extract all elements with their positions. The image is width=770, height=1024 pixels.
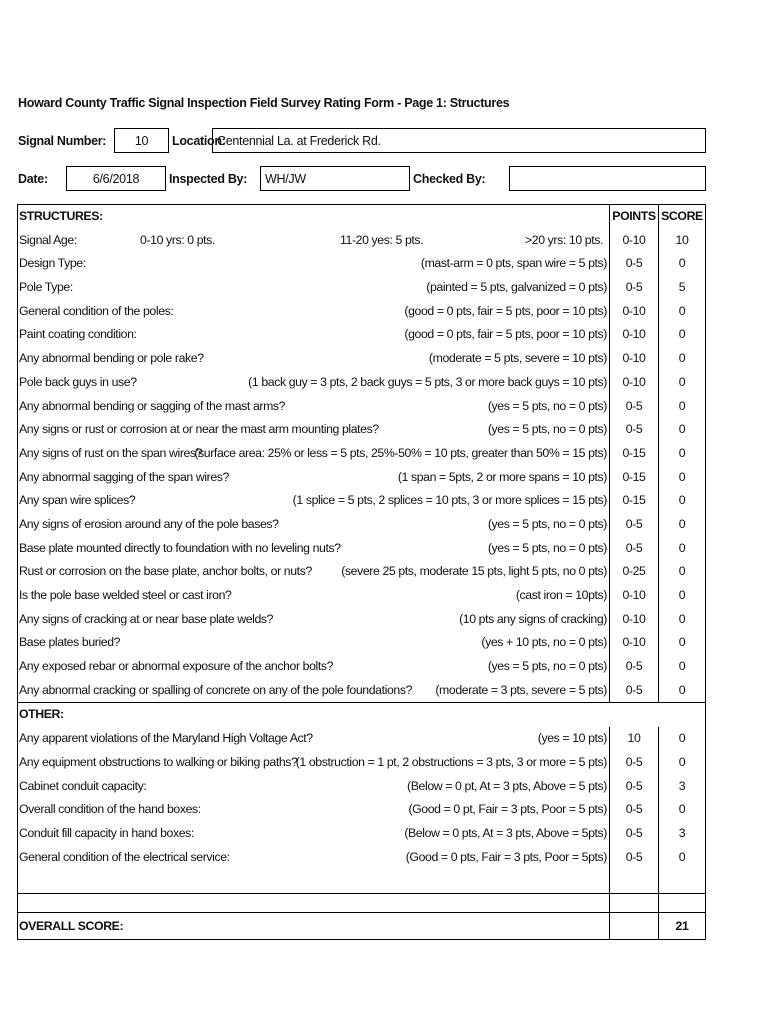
row-label: Is the pole base welded steel or cast iron? — [19, 588, 232, 602]
table-row — [18, 679, 705, 703]
row-criteria: (yes = 5 pts, no = 0 pts) — [487, 398, 607, 413]
row-criteria: (cast iron = 10pts) — [515, 588, 607, 602]
table-row — [18, 655, 705, 679]
row-criteria: (moderate = 5 pts, severe = 10 pts) — [428, 351, 607, 366]
points-cell: 0-15 — [610, 489, 659, 513]
points-cell: 0-5 — [610, 537, 659, 561]
form-title: Howard County Traffic Signal Inspection Field Survey Rating Form - Page 1: Structures — [18, 96, 510, 110]
signal-age-option-3: >20 yrs: 10 pts. — [524, 232, 603, 247]
row-label: Any signs of erosion around any of the pole bases? — [19, 516, 279, 531]
row-criteria: (Good = 0 pts, Fair = 3 pts, Poor = 5pts) — [405, 849, 607, 864]
score-cell[interactable]: 0 — [678, 849, 686, 864]
location-label: Location: — [172, 134, 226, 148]
row-label: Any span wire splices? — [19, 493, 136, 508]
score-cell[interactable]: 0 — [678, 445, 686, 460]
points-cell: 0-25 — [610, 560, 659, 584]
points-cell: 0-5 — [610, 775, 659, 799]
table-row — [18, 513, 705, 537]
table-row — [18, 798, 705, 822]
score-cell[interactable]: 0 — [678, 588, 686, 602]
row-label: Any apparent violations of the Maryland High Voltage Act? — [19, 731, 313, 746]
score-cell[interactable]: 0 — [678, 422, 686, 437]
points-cell: 0-10 — [610, 631, 659, 655]
table-row — [18, 276, 705, 300]
score-cell[interactable]: 0 — [678, 351, 686, 366]
score-cell[interactable]: 10 — [675, 232, 689, 247]
checked-by-field[interactable] — [509, 166, 706, 191]
row-criteria: (moderate = 3 pts, severe = 5 pts) — [435, 682, 607, 697]
spacer-row — [18, 893, 705, 912]
score-cell[interactable]: 0 — [678, 469, 686, 484]
row-criteria: (yes = 5 pts, no = 0 pts) — [487, 422, 607, 437]
table-row — [18, 775, 705, 799]
row-criteria: (painted = 5 pts, galvanized = 0 pts) — [426, 280, 607, 295]
points-cell: 0-10 — [610, 371, 659, 395]
points-cell: 0-10 — [610, 584, 659, 608]
location-field[interactable]: Centennial La. at Frederick Rd. — [212, 128, 706, 153]
row-criteria: (1 span = 5pts, 2 or more spans = 10 pts) — [397, 469, 607, 484]
signal-number-field[interactable]: 10 — [114, 128, 169, 153]
overall-score-row — [18, 912, 705, 939]
score-header: SCORE — [661, 209, 703, 223]
row-criteria: (1 splice = 5 pts, 2 splices = 10 pts, 3 or more splices = 15 pts) — [292, 493, 607, 508]
score-cell[interactable]: 0 — [678, 731, 686, 746]
signal-age-label: Signal Age: — [19, 232, 77, 247]
row-label: Design Type: — [19, 256, 86, 271]
points-cell: 0-15 — [610, 466, 659, 490]
inspected-by-label: Inspected By: — [169, 172, 248, 186]
table-row — [18, 489, 705, 513]
table-row — [18, 822, 705, 846]
row-criteria: (yes + 10 pts, no = 0 pts) — [481, 635, 607, 650]
table-row — [18, 252, 705, 276]
row-criteria: (1 obstruction = 1 pt, 2 obstructions = 3 pts, 3 or more = 5 pts) — [295, 754, 607, 769]
table-row-signal-age — [18, 229, 705, 253]
points-cell: 0-5 — [610, 276, 659, 300]
signal-age-option-1: 0-10 yrs: 0 pts. — [140, 232, 215, 247]
row-criteria: (Good = 0 pt, Fair = 3 pts, Poor = 5 pts) — [408, 802, 607, 817]
row-label: Rust or corrosion on the base plate, anchor bolts, or nuts? — [19, 564, 312, 579]
points-cell: 0-5 — [610, 679, 659, 703]
row-criteria: (good = 0 pts, fair = 5 pts, poor = 10 pts) — [404, 327, 607, 342]
table-row — [18, 442, 705, 466]
overall-score-label: OVERALL SCORE: — [19, 918, 124, 933]
row-criteria: (yes = 5 pts, no = 0 pts) — [487, 516, 607, 531]
points-header: POINTS — [610, 205, 659, 229]
row-label: Pole back guys in use? — [19, 374, 137, 389]
row-label: Any equipment obstructions to walking or biking paths? — [19, 754, 298, 769]
score-cell[interactable]: 0 — [678, 256, 686, 271]
row-label: Any abnormal cracking or spalling of concrete on any of the pole foundations? — [19, 682, 413, 697]
table-row — [18, 584, 705, 608]
row-label: Base plate mounted directly to foundation with no leveling nuts? — [19, 540, 341, 555]
row-label: Overall condition of the hand boxes: — [19, 802, 201, 817]
row-label: Conduit fill capacity in hand boxes: — [19, 825, 194, 840]
row-label: Any exposed rebar or abnormal exposure of the anchor bolts? — [19, 659, 334, 674]
blank-row — [18, 869, 705, 893]
table-row — [18, 537, 705, 561]
table-row — [18, 418, 705, 442]
score-cell[interactable]: 0 — [678, 754, 686, 769]
table-row — [18, 395, 705, 419]
points-cell: 0-10 — [610, 323, 659, 347]
row-criteria: (mast-arm = 0 pts, span wire = 5 pts) — [420, 256, 607, 271]
row-label: General condition of the electrical service: — [19, 849, 230, 864]
points-cell: 0-5 — [610, 798, 659, 822]
table-row — [18, 347, 705, 371]
points-cell: 0-5 — [610, 846, 659, 870]
points-cell: 0-5 — [610, 513, 659, 537]
row-label: Any abnormal bending or sagging of the mast arms? — [19, 398, 286, 413]
table-row — [18, 751, 705, 775]
signal-age-option-2: 11-20 yes: 5 pts. — [340, 232, 424, 247]
structures-section-title: STRUCTURES: — [19, 209, 103, 223]
points-cell: 0-5 — [610, 418, 659, 442]
inspected-by-field[interactable]: WH/JW — [260, 166, 410, 191]
row-criteria: (Below = 0 pt, At = 3 pts, Above = 5 pts) — [407, 778, 607, 793]
row-label: Base plates buried? — [19, 635, 121, 650]
row-label: Pole Type: — [19, 280, 73, 295]
overall-score-value: 21 — [675, 918, 689, 933]
row-criteria: (yes = 5 pts, no = 0 pts) — [487, 659, 607, 674]
points-cell: 0-10 — [610, 347, 659, 371]
table-row — [18, 846, 705, 870]
points-cell: 0-15 — [610, 442, 659, 466]
signal-number-label: Signal Number: — [18, 134, 107, 148]
points-cell: 0-5 — [610, 252, 659, 276]
date-label: Date: — [18, 172, 48, 186]
structures-header-row — [18, 205, 705, 229]
other-section-title: OTHER: — [19, 707, 64, 722]
date-field[interactable]: 6/6/2018 — [66, 166, 166, 191]
score-cell[interactable]: 0 — [678, 611, 686, 626]
points-cell: 0-5 — [610, 822, 659, 846]
checked-by-label: Checked By: — [413, 172, 486, 186]
other-header-row — [18, 702, 705, 727]
score-cell[interactable]: 0 — [678, 303, 686, 318]
row-criteria: (Below = 0 pts, At = 3 pts, Above = 5pts) — [404, 825, 607, 840]
points-cell: 0-5 — [610, 751, 659, 775]
row-criteria: (yes = 10 pts) — [537, 731, 607, 746]
score-cell[interactable]: 0 — [678, 802, 686, 817]
points-cell: 0-10 — [610, 229, 659, 253]
row-criteria: (surface area: 25% or less = 5 pts, 25%-50% = 10 pts, greater than 50% = 15 pts) — [194, 445, 607, 460]
row-label: Any signs or rust or corrosion at or near the mast arm mounting plates? — [19, 422, 379, 437]
score-cell[interactable]: 3 — [678, 825, 686, 840]
row-criteria: (10 pts any signs of cracking) — [459, 611, 607, 626]
row-label: Any signs of cracking at or near base plate welds? — [19, 611, 274, 626]
row-criteria: (good = 0 pts, fair = 5 pts, poor = 10 pts) — [404, 303, 607, 318]
points-cell: 0-10 — [610, 608, 659, 632]
score-cell[interactable]: 0 — [678, 540, 686, 555]
points-cell: 0-5 — [610, 655, 659, 679]
table-row — [18, 560, 705, 584]
table-row — [18, 371, 705, 395]
row-label: General condition of the poles: — [19, 303, 174, 318]
row-label: Any signs of rust on the span wires? — [19, 445, 203, 460]
score-cell[interactable]: 3 — [678, 778, 686, 793]
table-row — [18, 608, 705, 632]
points-cell: 0-10 — [610, 300, 659, 324]
row-criteria: (severe 25 pts, moderate 15 pts, light 5 pts, no 0 pts) — [341, 564, 607, 579]
score-cell[interactable]: 0 — [678, 493, 686, 508]
row-label: Paint coating condition: — [19, 327, 137, 342]
table-row — [18, 323, 705, 347]
score-cell[interactable]: 0 — [678, 398, 686, 413]
score-cell[interactable]: 0 — [678, 635, 686, 650]
table-row — [18, 300, 705, 324]
row-label: Any abnormal sagging of the span wires? — [19, 469, 229, 484]
row-label: Any abnormal bending or pole rake? — [19, 351, 204, 366]
row-criteria: (yes = 5 pts, no = 0 pts) — [487, 540, 607, 555]
score-cell[interactable]: 0 — [678, 327, 686, 342]
rating-table — [17, 204, 706, 940]
score-cell[interactable]: 0 — [678, 682, 686, 697]
table-row — [18, 727, 705, 751]
row-label: Cabinet conduit capacity: — [19, 778, 147, 793]
table-row — [18, 466, 705, 490]
score-cell[interactable]: 0 — [678, 564, 686, 579]
points-cell: 10 — [610, 727, 659, 751]
points-cell: 0-5 — [610, 395, 659, 419]
score-cell[interactable]: 0 — [678, 374, 686, 389]
score-cell[interactable]: 0 — [678, 659, 686, 674]
score-cell[interactable]: 5 — [678, 280, 686, 295]
row-criteria: (1 back guy = 3 pts, 2 back guys = 5 pts, 3 or more back guys = 10 pts) — [248, 374, 607, 389]
table-row — [18, 631, 705, 655]
score-cell[interactable]: 0 — [678, 516, 686, 531]
